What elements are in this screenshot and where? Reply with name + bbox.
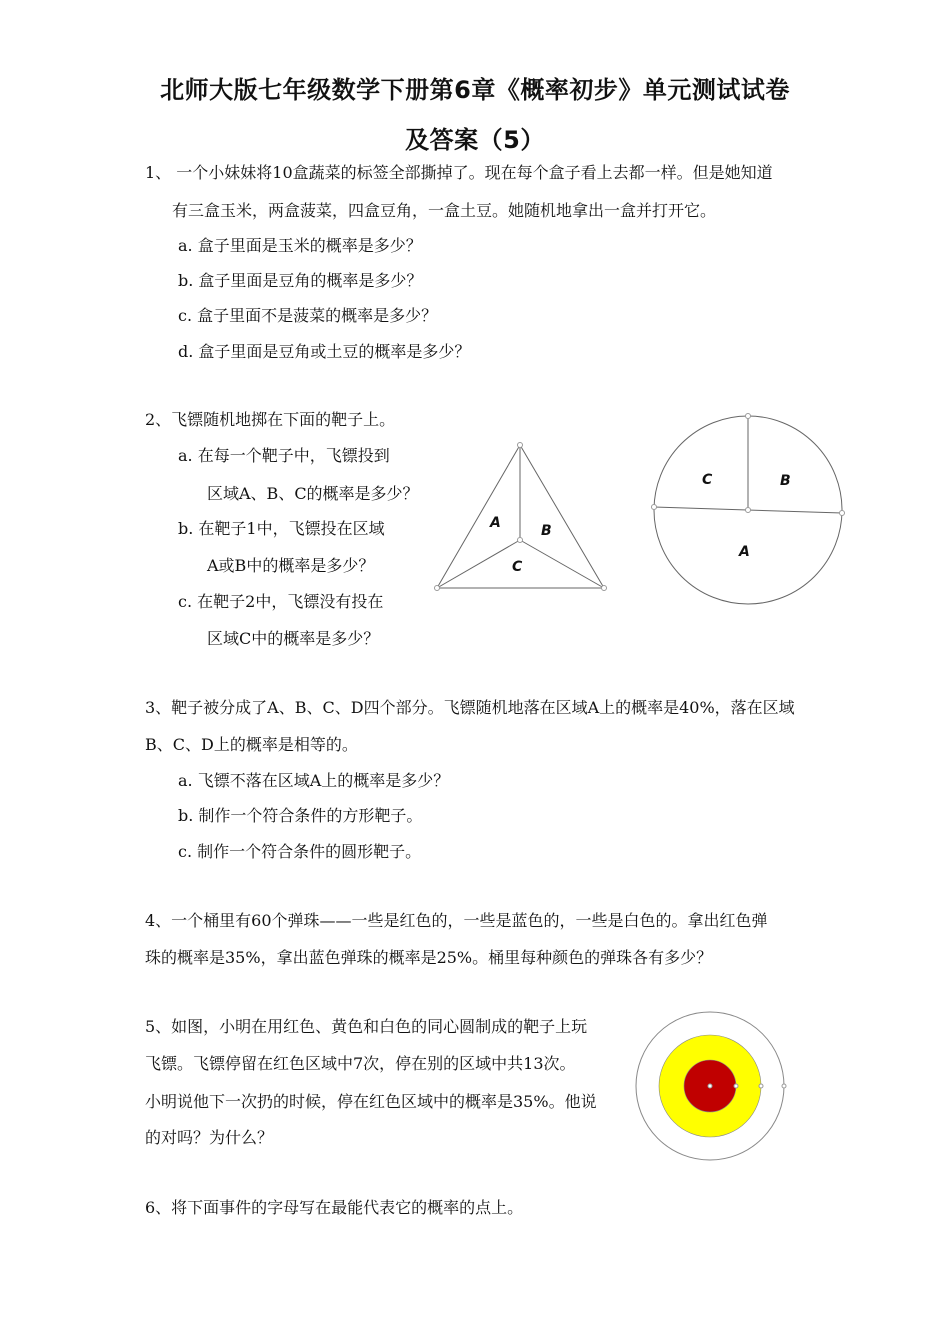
circle-edge-dot <box>746 414 751 419</box>
target-center-dot <box>708 1084 712 1088</box>
q2-option-a-line-2: 区域A、B、C的概率是多少？ <box>207 484 419 503</box>
circle-edge-dot <box>652 505 657 510</box>
triangle-region-c-label: C <box>512 559 523 575</box>
concentric-target-figure <box>630 1008 790 1168</box>
q1-option-d: d. 盒子里面是豆角或土豆的概率是多少？ <box>178 342 471 361</box>
triangle-center-dot <box>518 538 523 543</box>
triangle-vertex-dot <box>518 443 523 448</box>
white-edge-dot <box>782 1084 786 1088</box>
triangle-vertex-dot <box>602 586 607 591</box>
q3-stem-line-2: B、C、D上的概率是相等的。 <box>145 735 358 754</box>
q4-line-1: 4、一个桶里有60个弹珠——一些是红色的，一些是蓝色的，一些是白色的。拿出红色弹 <box>145 911 768 930</box>
q5-line-3: 小明说他下一次扔的时候，停在红色区域中的概率是35%。他说 <box>145 1092 597 1111</box>
triangle-target-figure <box>430 438 620 598</box>
q2-stem: 2、飞镖随机地掷在下面的靶子上。 <box>145 410 396 429</box>
q2-option-b-line-1: b. 在靶子1中，飞镖投在区域 <box>178 519 385 538</box>
circle-edge-dot <box>840 511 845 516</box>
q2-option-b-line-2: A或B中的概率是多少？ <box>207 556 375 575</box>
q6-line-1: 6、将下面事件的字母写在最能代表它的概率的点上。 <box>145 1198 524 1217</box>
page-title-line-2: 及答案（5） <box>405 126 545 154</box>
q5-line-2: 飞镖。飞镖停留在红色区域中7次，停在别的区域中共13次。 <box>145 1054 576 1073</box>
q1-stem-line-2: 有三盒玉米，两盒菠菜，四盒豆角，一盒土豆。她随机地拿出一盒并打开它。 <box>172 201 717 220</box>
q1-option-c: c. 盒子里面不是菠菜的概率是多少？ <box>178 306 438 325</box>
q2-option-c-line-2: 区域C中的概率是多少？ <box>207 629 380 648</box>
q5-line-4: 的对吗？为什么？ <box>145 1128 274 1147</box>
triangle-vertex-dot <box>435 586 440 591</box>
q1-option-a: a. 盒子里面是玉米的概率是多少？ <box>178 236 422 255</box>
circle-region-a-label: A <box>739 544 750 560</box>
circle-target-figure <box>648 410 848 610</box>
q3-option-a: a. 飞镖不落在区域A上的概率是多少？ <box>178 771 450 790</box>
red-edge-dot <box>734 1084 738 1088</box>
q1-option-b: b. 盒子里面是豆角的概率是多少？ <box>178 271 423 290</box>
circle-region-b-label: B <box>780 473 791 489</box>
triangle-region-b-label: B <box>541 523 552 539</box>
q3-stem-line-1: 3、靶子被分成了A、B、C、D四个部分。飞镖随机地落在区域A上的概率是40%，落在区域 <box>145 698 795 717</box>
triangle-region-a-label: A <box>490 515 501 531</box>
circle-center-dot <box>746 508 751 513</box>
yellow-edge-dot <box>759 1084 763 1088</box>
q1-stem-line-1: 1、 一个小妹妹将10盒蔬菜的标签全部撕掉了。现在每个盒子看上去都一样。但是她知道 <box>145 163 773 182</box>
q4-line-2: 珠的概率是35%，拿出蓝色弹珠的概率是25%。桶里每种颜色的弹珠各有多少？ <box>145 948 713 967</box>
q2-option-a-line-1: a. 在每一个靶子中，飞镖投到 <box>178 446 390 465</box>
q3-option-b: b. 制作一个符合条件的方形靶子。 <box>178 806 423 825</box>
q2-option-c-line-1: c. 在靶子2中，飞镖没有投在 <box>178 592 384 611</box>
q5-line-1: 5、如图，小明在用红色、黄色和白色的同心圆制成的靶子上玩 <box>145 1017 588 1036</box>
circle-region-c-label: C <box>702 472 713 488</box>
page-title-line-1: 北师大版七年级数学下册第6章《概率初步》单元测试试卷 <box>160 76 790 104</box>
triangle-divider-left <box>437 540 520 588</box>
triangle-divider-right <box>520 540 604 588</box>
q3-option-c: c. 制作一个符合条件的圆形靶子。 <box>178 842 422 861</box>
